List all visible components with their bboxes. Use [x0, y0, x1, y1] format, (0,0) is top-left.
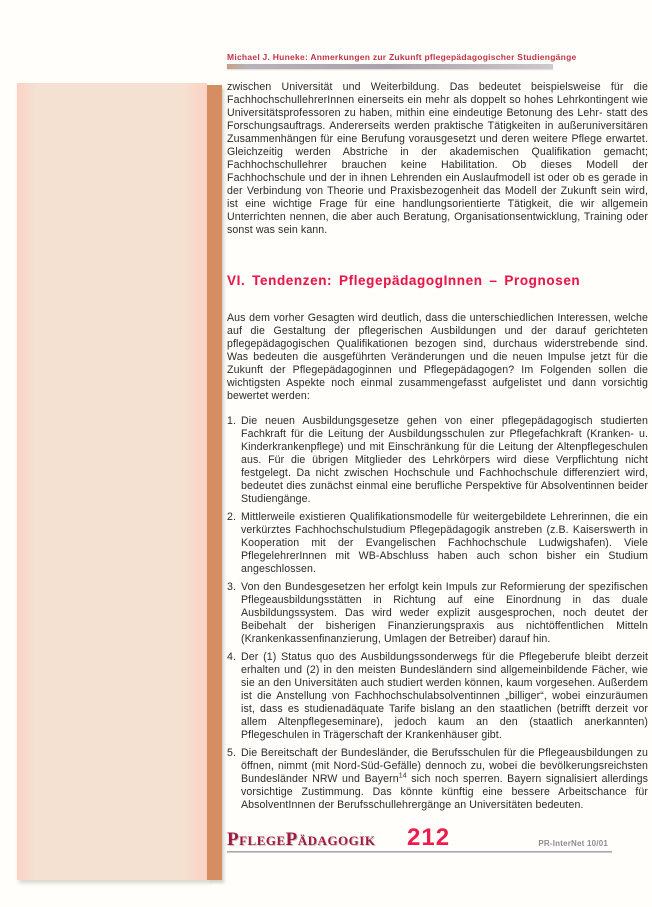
list-item-number: 1.	[227, 415, 237, 427]
list-item	[227, 651, 648, 742]
list-item	[227, 747, 648, 812]
section-lead-paragraph: Aus dem vorher Gesagten wird deutlich, dass die unterschiedlichen Interessen, welche auf die Gestaltung der pflegerischen Ausbildungen und der darauf gerichteten pflegepädagogischen Qualifikationen bezogen sind, durchaus widerstrebende sind. Was bedeuten die ausgeführten Veränderungen und die neuen Impulse jetzt für die Zukunft der Pflegepädagoginnen und Pflegepädagogen? Im Folgenden sollen die wichtigsten Aspekte noch einmal zusammengefasst aufgelistet und dann vorsichtig bewertet werden:	[227, 312, 648, 402]
decorative-accent-bar	[207, 85, 222, 880]
list-item-number: 2.	[227, 511, 237, 523]
issue-label: PR-InterNet 10/01	[538, 839, 608, 848]
list-item	[227, 415, 648, 506]
list-item-text: Mittlerweile existieren Qualifikationsmodelle für weitergebildete Lehrerinnen, die ein verkürztes Fachhochschulstudium Pflegepädagogik anstreben (z.B. Kaiserswerth in Kooperation mit der Evangelischen Fachhochschule Ludwigshafen). Viele PflegelehrerInnen mit WB-Abschluss haben auch schon bisher ein Studium angeschlossen.	[241, 511, 648, 575]
decorative-side-panel	[17, 83, 207, 880]
page-number: 212	[407, 824, 451, 851]
list-item-number: 5.	[227, 747, 237, 759]
footer-divider	[227, 851, 612, 853]
running-title-divider	[227, 64, 553, 69]
numbered-list	[227, 415, 648, 812]
list-item-text: Von den Bundesgesetzen her erfolgt kein Impuls zur Reformierung der spezifischen Pflegeausbildungsstätten in Richtung auf eine Einordnung in das duale Ausbildungssystem. Das wird weder explizit ausgesprochen, noch deutet der Beibehalt der bisherigen Finanzierungspraxis aus nichtöffentlichen Mitteln (Krankenkassenfinanzierung, Umlagen der Betreiber) darauf hin.	[241, 581, 648, 645]
journal-logo: PflegePädagogik	[227, 829, 376, 850]
article-column	[227, 52, 648, 817]
page-footer	[227, 824, 648, 859]
running-title: Michael J. Huneke: Anmerkungen zur Zukunft pflegepädagogischer Studiengänge	[227, 52, 577, 62]
list-item	[227, 511, 648, 576]
footnote-marker: 14	[398, 772, 407, 780]
list-item	[227, 581, 648, 646]
list-item-text: Die neuen Ausbildungsgesetze gehen von einer pflegepädagogisch studierten Fachkraft für die Leitung der Ausbildungsschulen zur Pflegefachkraft (Kranken- u. Kinderkrankenpflege) und mit Einschränkung für die Leitung der Altenpflegeschulen aus. Für die übrigen Mitglieder des Lehrkörpers wird diese Verpflichtung nicht festgelegt. Da nicht zwischen Hochschule und Fachhochschule differenziert wird, bedeutet dies zunächst einmal eine berufliche Perspektive für Absolventinnen beider Studiengänge.	[241, 415, 648, 505]
list-item-number: 4.	[227, 651, 237, 663]
list-item-text: Der (1) Status quo des Ausbildungssonderwegs für die Pflegeberufe bleibt derzeit erhalten und (2) in den meisten Bundesländern sind allgemeinbildende Fächer, wie sie an den Universitäten auch studiert werden können, kaum vorgesehen. Außerdem ist die Anstellung von Fachhochschulabsolventinnen „billiger“, wobei einzuräumen ist, dass es studienadäquate Tarife bislang an den staatlichen (betrifft derzeit vor allem Altenpflegeseminare), jedoch kaum an den (staatlich anerkannten) Pflegeschulen in Trägerschaft der Krankenhäuser gibt.	[241, 651, 648, 741]
list-item-number: 3.	[227, 581, 237, 593]
list-item-text: Die Bereitschaft der Bundesländer, die Berufsschulen für die Pflegeausbildungen zu öffnen, nimmt (mit Nord-Süd-Gefälle) dennoch zu, wobei die bevölkerungsreichsten Bundesländer NRW und Bayern$^{14}$ sich noch sperren. Bayern signalisiert allerdings vorsichtige Zustimmung. Das könnte künftig eine bessere Arbeitschance für AbsolventInnen der Berufsschullehrergänge an Universitäten bedeuten.	[241, 747, 648, 811]
section-heading: VI. Tendenzen: PflegepädagogInnen – Prognosen	[227, 273, 581, 288]
paragraph-continuation: zwischen Universität und Weiterbildung. Das bedeutet beispielsweise für die FachhochschullehrerInnen einerseits ein mehr als doppelt so hohes Lehrkontingent wie Universitätsprofessoren zu haben, mithin eine eindeutige Betonung des Lehr- statt des Forschungsauftrags. Andererseits werden praktische Tätigkeiten in außeruniversitären Zusammenhängen für eine Berufung vorausgesetzt und deren weitere Pflege erwartet. Gleichzeitig werden Abstriche in der akademischen Qualifikation gemacht; Fachhochschullehrer brauchen keine Habilitation. Ob dieses Modell der Fachhochschule und der in ihnen Lehrenden ein Auslaufmodell ist oder ob es gerade in der Verbindung von Theorie und Praxisbezogenheit das Modell der Zukunft sein wird, ist eine wichtige Frage für eine handlungsorientierte Tätigkeit, die wir allgemein Unterrichten nennen, die aber auch Beratung, Organisationsentwicklung, Training oder sonst was sein kann.	[227, 81, 648, 236]
